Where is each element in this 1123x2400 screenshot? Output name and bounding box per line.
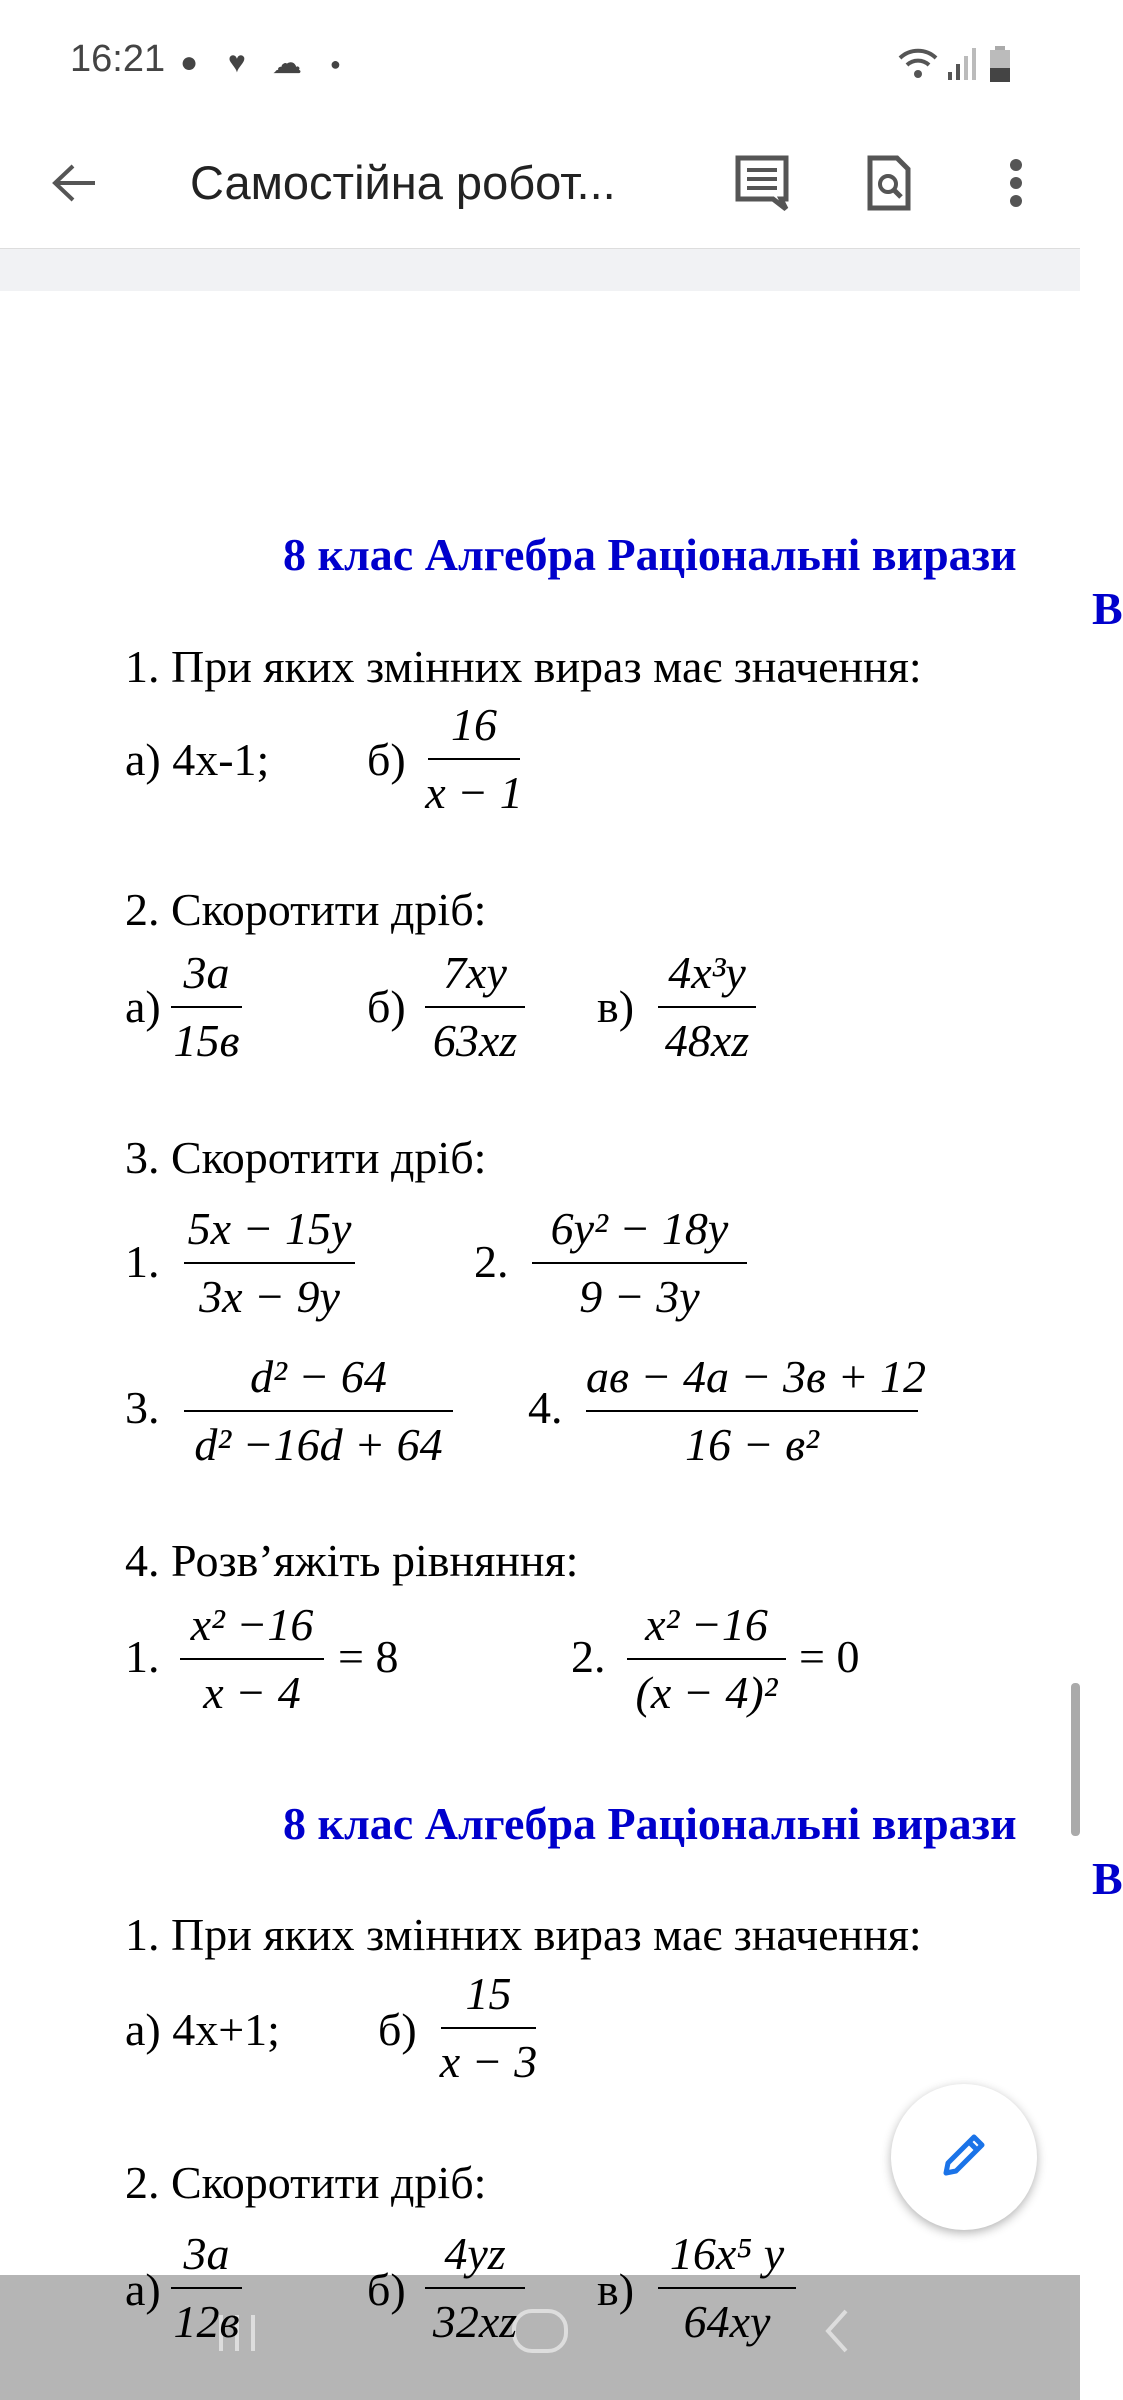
q4-item-label: 2. (571, 1631, 606, 1682)
numerator: 4x³y (658, 940, 756, 1008)
question-1: 1. При яких змінних вираз має значення: (125, 641, 922, 692)
back-arrow-icon[interactable] (34, 140, 114, 226)
numerator: 5x − 15y (184, 1196, 355, 1264)
q2-part-c-label: в) (597, 981, 635, 1032)
fraction (586, 1344, 927, 1478)
comments-icon[interactable] (722, 140, 802, 226)
q1-part-b-label: б) (378, 2004, 417, 2055)
battery-icon (988, 46, 1012, 90)
numerator: 16x⁵ y (658, 2221, 796, 2289)
question-1: 1. При яких змінних вираз має значення: (125, 1909, 922, 1960)
fraction (658, 2221, 796, 2355)
variant-label: В (1092, 583, 1123, 634)
document-title: Самостійна робот... (190, 156, 616, 209)
back-icon[interactable] (822, 2305, 852, 2369)
fraction (425, 692, 523, 826)
numerator: x² −16 (627, 1592, 786, 1660)
denominator: 32xz (432, 2296, 518, 2347)
q3-item-label: 4. (528, 1382, 563, 1433)
fraction (532, 1196, 747, 1330)
numerator: 7xy (425, 940, 525, 1008)
heart-icon: ♥ (228, 46, 246, 79)
denominator: d² −16d + 64 (194, 1419, 443, 1470)
denominator: x − 4 (203, 1667, 301, 1718)
question-2: 2. Скоротити дріб: (125, 884, 487, 935)
q3-item-label: 1. (125, 1236, 160, 1287)
app-bar (0, 120, 1080, 249)
signal-icon (946, 46, 976, 88)
denominator: 9 − 3y (579, 1271, 700, 1322)
denominator: 48xz (664, 1015, 750, 1066)
fraction (184, 1196, 355, 1330)
section-title: 8 клас Алгебра Раціональні вирази (283, 529, 1017, 580)
numerator: 15 (441, 1961, 536, 2029)
q2-part-a-label: а) (125, 2264, 161, 2315)
question-4: 4. Розв’яжіть рівняння: (125, 1535, 579, 1586)
numerator: x² −16 (180, 1592, 324, 1660)
numerator: 3a (171, 940, 242, 1008)
variant-label: В (1092, 1853, 1123, 1904)
q1-part-a: а) 4х-1; (125, 734, 270, 785)
denominator: x − 3 (439, 2036, 538, 2087)
denominator: 16 − в² (685, 1419, 819, 1470)
numerator: aв − 4a − 3в + 12 (586, 1344, 918, 1412)
scrollbar[interactable] (1071, 1683, 1080, 1836)
q2-part-b-label: б) (367, 981, 406, 1032)
numerator: 16 (428, 692, 520, 760)
numerator: d² − 64 (184, 1344, 453, 1412)
page-separator (0, 249, 1080, 291)
fraction (171, 2221, 242, 2355)
denominator: 3x − 9y (199, 1271, 340, 1322)
notification-app-icon: ● (180, 46, 199, 79)
more-options-icon[interactable] (976, 140, 1056, 226)
q1-part-a: а) 4х+1; (125, 2004, 280, 2055)
q1-part-b-label: б) (367, 734, 406, 785)
fraction (658, 940, 756, 1074)
q2-part-a-label: а) (125, 981, 161, 1032)
denominator: 63xz (432, 1015, 518, 1066)
numerator: 6y² − 18y (532, 1196, 747, 1264)
fraction (441, 1961, 536, 2095)
q3-item-label: 3. (125, 1382, 160, 1433)
question-3: 3. Скоротити дріб: (125, 1132, 487, 1183)
status-time: 16:21 (70, 38, 166, 80)
denominator: (x − 4)² (635, 1667, 778, 1718)
equation-rhs: = 8 (338, 1631, 399, 1682)
find-in-document-icon[interactable] (849, 140, 929, 226)
fraction (184, 1344, 453, 1478)
status-bar (0, 0, 1080, 120)
cloud-icon: ☁ (272, 47, 302, 80)
fraction (425, 2221, 525, 2355)
q4-item-label: 1. (125, 1631, 160, 1682)
q2-part-c-label: в) (597, 2264, 635, 2315)
navigation-bar (0, 2275, 1080, 2400)
q3-item-label: 2. (474, 1236, 509, 1287)
denominator: 64xy (683, 2296, 771, 2347)
denominator: 12в (173, 2296, 240, 2347)
q2-part-b-label: б) (367, 2264, 406, 2315)
pencil-icon (938, 2129, 990, 2186)
numerator: 3a (171, 2221, 242, 2289)
section-title: 8 клас Алгебра Раціональні вирази (283, 1798, 1017, 1849)
edit-button[interactable] (891, 2084, 1037, 2230)
wifi-icon (898, 46, 938, 88)
question-2: 2. Скоротити дріб: (125, 2157, 487, 2208)
fraction (180, 1592, 324, 1726)
fraction (171, 940, 242, 1074)
fraction (627, 1592, 786, 1726)
fraction (425, 940, 525, 1074)
equation-rhs: = 0 (799, 1631, 860, 1682)
dot-icon: ● (330, 54, 341, 74)
denominator: 15в (173, 1015, 240, 1066)
numerator: 4yz (425, 2221, 525, 2289)
denominator: x − 1 (425, 767, 523, 818)
